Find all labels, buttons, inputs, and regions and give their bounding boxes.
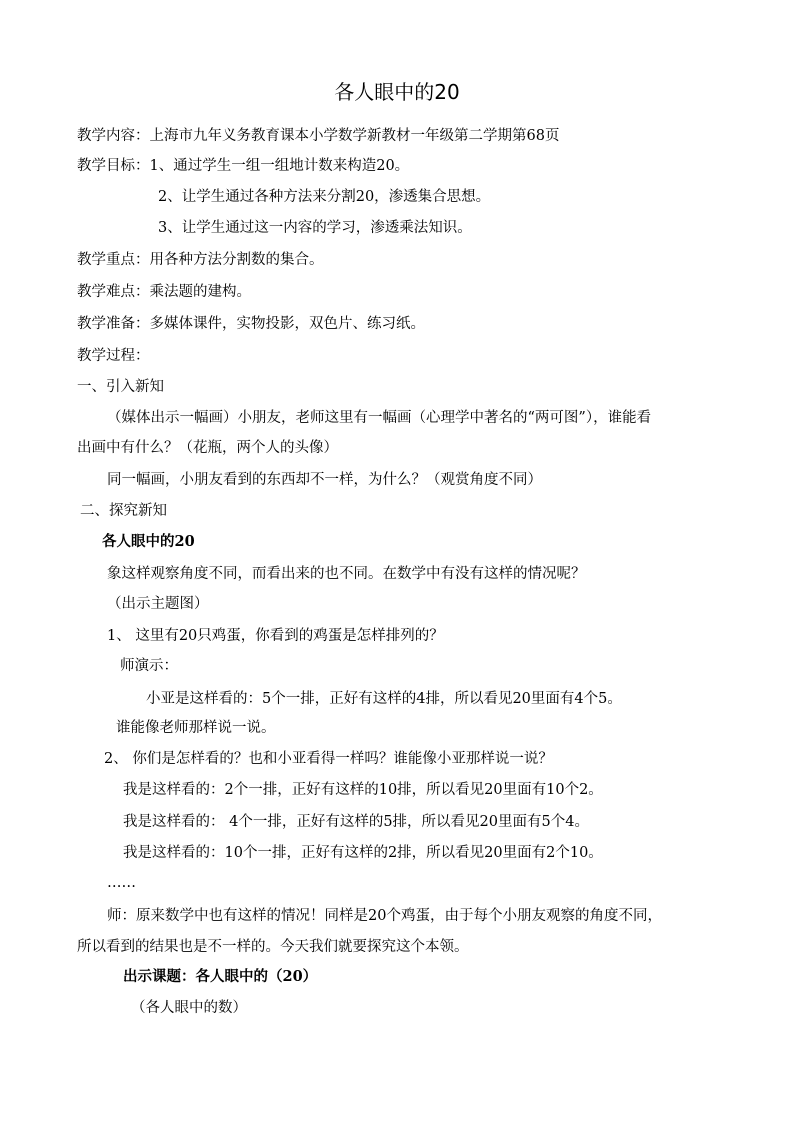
section-heading-intro: 一、引入新知	[77, 379, 164, 395]
teaching-preparation-line: 教学准备：多媒体课件，实物投影，双色片、练习纸。	[77, 316, 425, 332]
document-title: 各人眼中的20	[334, 80, 460, 104]
paragraph-line: （媒体出示一幅画）小朋友，老师这里有一幅画（心理学中著名的“两可图”），谁能看	[107, 410, 652, 426]
numbered-item-1: 1、 这里有20只鸡蛋，你看到的鸡蛋是怎样排列的？	[107, 628, 444, 644]
paragraph-line: 出画中有什么？（花瓶，两个人的头像）	[77, 440, 338, 456]
paragraph-line: 师：原来数学中也有这样的情况！同样是20个鸡蛋，由于每个小朋友观察的角度不同，	[107, 908, 662, 924]
section-heading-explore: 二、探究新知	[80, 503, 167, 519]
paragraph-line: 小亚是这样看的：5个一排，正好有这样的4排，所以看见20里面有4个5。	[146, 691, 622, 707]
paragraph-line: 象这样观察角度不同，而看出来的也不同。在数学中有没有这样的情况呢？	[107, 566, 586, 582]
teaching-content-line: 教学内容：上海市九年义务教育课本小学数学新教材一年级第二学期第68页	[77, 128, 560, 144]
paragraph-line: 同一幅画，小朋友看到的东西却不一样，为什么？（观赏角度不同）	[107, 472, 542, 488]
ellipsis-line: ……	[107, 875, 136, 891]
paragraph-line: （各人眼中的数）	[131, 1000, 247, 1016]
numbered-item-2: 2、 你们是怎样看的？也和小亚看得一样吗？谁能像小亚那样说一说？	[104, 751, 553, 767]
paragraph-line: 所以看到的结果也是不一样的。今天我们就要探究这个本领。	[77, 939, 469, 955]
paragraph-line: 我是这样看的：10个一排，正好有这样的2排，所以看见20里面有2个10。	[123, 845, 603, 861]
paragraph-line: （出示主题图）	[107, 596, 209, 612]
teaching-process-heading: 教学过程：	[77, 348, 150, 364]
teaching-goal-line-3: 3、让学生通过这一内容的学习，渗透乘法知识。	[158, 220, 472, 236]
subsection-heading: 各人眼中的20	[102, 533, 195, 550]
teaching-difficulty-line: 教学难点：乘法题的建构。	[77, 284, 251, 300]
paragraph-line: 谁能像老师那样说一说。	[116, 720, 276, 736]
lesson-title-display: 出示课题：各人眼中的（20）	[123, 968, 318, 985]
teaching-focus-line: 教学重点：用各种方法分割数的集合。	[77, 252, 324, 268]
paragraph-line: 师演示：	[120, 658, 178, 674]
paragraph-line: 我是这样看的：2个一排，正好有这样的10排，所以看见20里面有10个2。	[123, 782, 603, 798]
paragraph-line: 我是这样看的： 4个一排，正好有这样的5排，所以看见20里面有5个4。	[123, 814, 589, 830]
teaching-goal-line-1: 教学目标：1、通过学生一组一组地计数来构造20。	[77, 158, 410, 174]
teaching-goal-line-2: 2、让学生通过各种方法来分割20，渗透集合思想。	[158, 189, 491, 205]
